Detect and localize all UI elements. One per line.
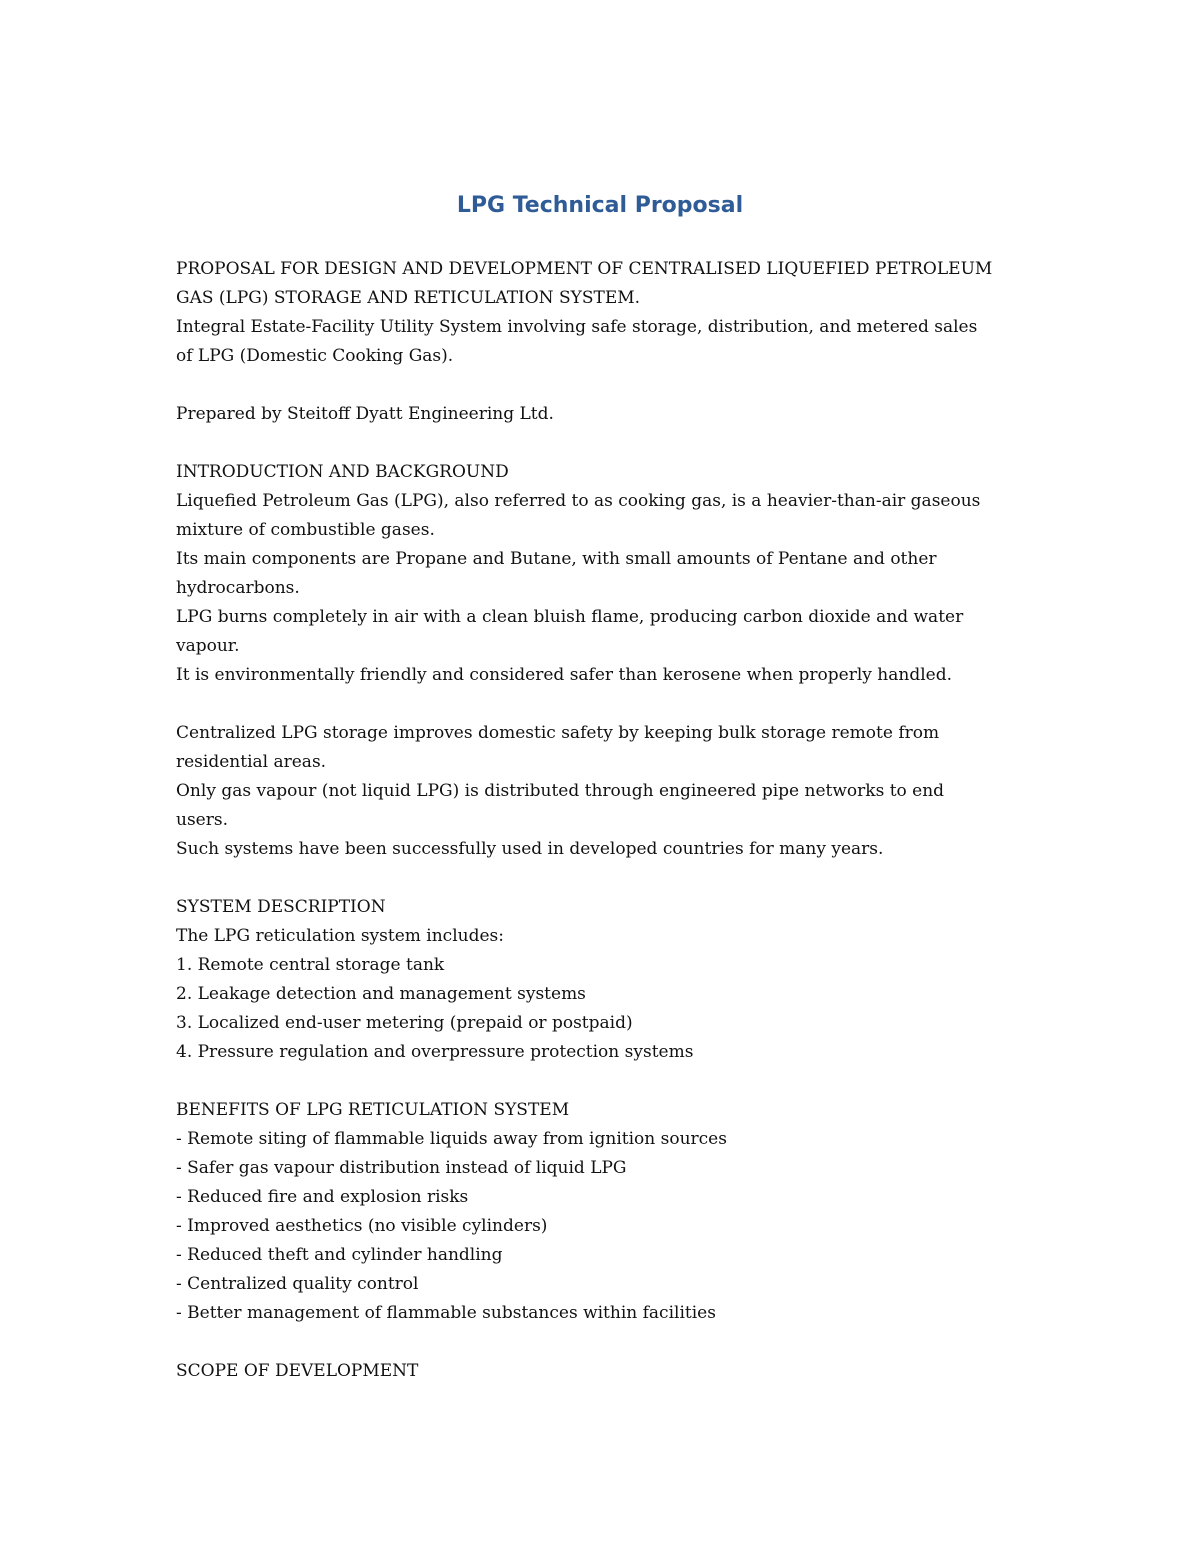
system-component-item: 2. Leakage detection and management systems	[176, 984, 586, 1004]
proposal-summary-line-2: of LPG (Domestic Cooking Gas).	[176, 346, 454, 366]
introduction-text-line: Its main components are Propane and Butane, with small amounts of Pentane and other	[176, 549, 937, 569]
system-description-heading: SYSTEM DESCRIPTION	[176, 897, 386, 917]
storage-text-line: Centralized LPG storage improves domestic safety by keeping bulk storage remote from	[176, 723, 940, 743]
prepared-by-line: Prepared by Steitoff Dyatt Engineering Ltd.	[176, 404, 554, 424]
paragraph-gap	[176, 429, 1036, 458]
introduction-text-line: hydrocarbons.	[176, 578, 300, 598]
introduction-text-line: vapour.	[176, 636, 240, 656]
benefit-item: - Reduced theft and cylinder handling	[176, 1245, 503, 1265]
benefit-item: - Remote siting of flammable liquids away from ignition sources	[176, 1129, 727, 1149]
system-component-item: 4. Pressure regulation and overpressure protection systems	[176, 1042, 694, 1062]
paragraph-gap	[176, 1067, 1036, 1096]
storage-text-line: residential areas.	[176, 752, 327, 772]
document-body	[176, 255, 1036, 1386]
introduction-text-line: mixture of combustible gases.	[176, 520, 435, 540]
introduction-text-line: Liquefied Petroleum Gas (LPG), also referred to as cooking gas, is a heavier-than-air gaseous	[176, 491, 981, 511]
paragraph-gap	[176, 864, 1036, 893]
scope-heading: SCOPE OF DEVELOPMENT	[176, 1361, 419, 1381]
proposal-heading-line-1: PROPOSAL FOR DESIGN AND DEVELOPMENT OF CENTRALISED LIQUEFIED PETROLEUM	[176, 259, 993, 279]
introduction-heading: INTRODUCTION AND BACKGROUND	[176, 462, 509, 482]
paragraph-gap	[176, 690, 1036, 719]
benefit-item: - Better management of flammable substances within facilities	[176, 1303, 716, 1323]
storage-text-line: users.	[176, 810, 228, 830]
system-description-section	[176, 893, 1036, 1067]
benefit-item: - Reduced fire and explosion risks	[176, 1187, 469, 1207]
document-title: LPG Technical Proposal	[456, 193, 744, 218]
benefits-heading: BENEFITS OF LPG RETICULATION SYSTEM	[176, 1100, 570, 1120]
benefit-item: - Centralized quality control	[176, 1274, 419, 1294]
system-description-intro: The LPG reticulation system includes:	[176, 926, 504, 946]
storage-text-line: Only gas vapour (not liquid LPG) is distributed through engineered pipe networks to end	[176, 781, 945, 801]
introduction-text-line: It is environmentally friendly and considered safer than kerosene when properly handled.	[176, 665, 952, 685]
storage-text-line: Such systems have been successfully used in developed countries for many years.	[176, 839, 884, 859]
paragraph-gap	[176, 1328, 1036, 1357]
paragraph-gap	[176, 371, 1036, 400]
benefits-section	[176, 1096, 1036, 1328]
introduction-text-line: LPG burns completely in air with a clean bluish flame, producing carbon dioxide and water	[176, 607, 964, 627]
system-component-item: 1. Remote central storage tank	[176, 955, 445, 975]
proposal-heading-line-2: GAS (LPG) STORAGE AND RETICULATION SYSTEM.	[176, 288, 641, 308]
centralized-storage-paragraph	[176, 719, 1036, 864]
system-component-item: 3. Localized end-user metering (prepaid or postpaid)	[176, 1013, 633, 1033]
benefit-item: - Improved aesthetics (no visible cylinders)	[176, 1216, 548, 1236]
benefit-item: - Safer gas vapour distribution instead of liquid LPG	[176, 1158, 627, 1178]
introduction-section	[176, 458, 1036, 690]
proposal-heading-block	[176, 255, 1036, 371]
proposal-summary-line-1: Integral Estate-Facility Utility System involving safe storage, distribution, and metered sales	[176, 317, 978, 337]
